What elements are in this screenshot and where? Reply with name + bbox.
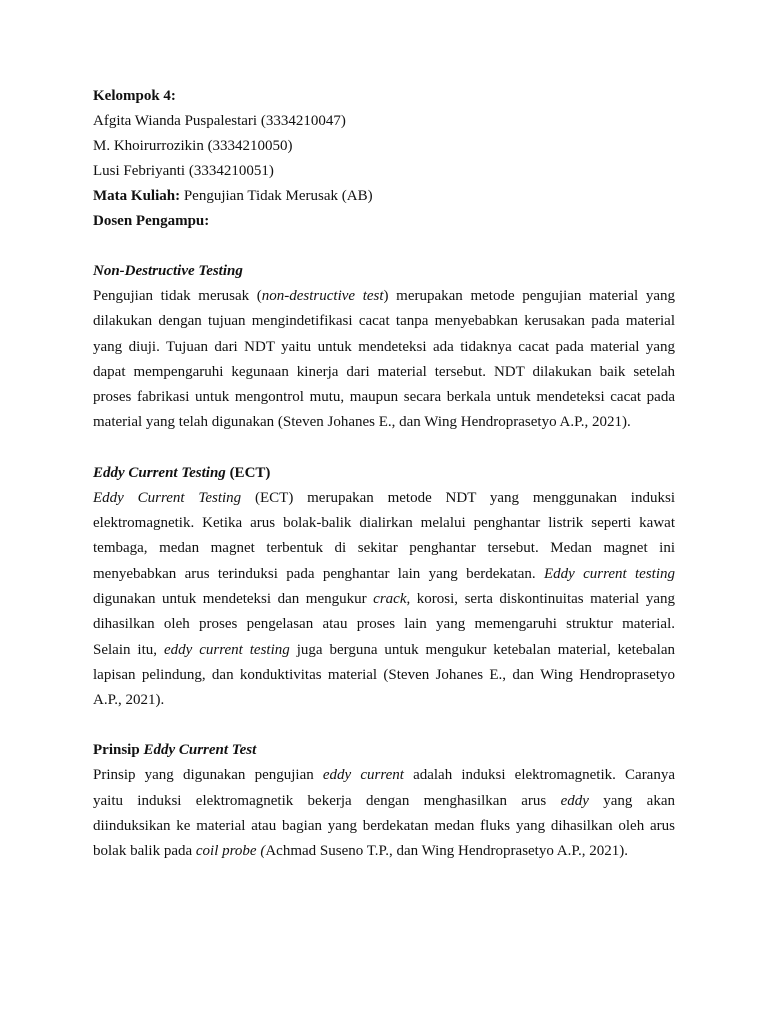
paragraph-line: material yang telah digunakan (Steven Johanes E., dan Wing Hendroprasetyo A.P., 2021).	[93, 414, 631, 431]
document-page	[93, 84, 675, 865]
member-2: M. Khoirurrozikin (3334210050)	[93, 138, 293, 154]
course-line	[93, 184, 675, 209]
paragraph-line: lapisan pelindung, dan konduktivitas material (Steven Johanes E., dan Wing Hendroprasetyo	[93, 666, 675, 683]
lecturer-line	[93, 209, 675, 234]
course-label: Mata Kuliah:	[93, 188, 181, 204]
paragraph-line: Prinsip yang digunakan pengujian eddy current adalah induksi elektromagnetik. Caranya	[93, 767, 675, 784]
ndt-heading: Non-Destructive Testing	[93, 263, 243, 279]
paragraph-line: diinduksikan ke material atau bagian yang berdekatan medan fluks yang dihasilkan oleh arus	[93, 818, 675, 835]
ect-paragraph	[93, 486, 675, 714]
paragraph-line: menyebabkan arus terinduksi pada penghantar lain yang berdekatan. Eddy current testing	[93, 565, 676, 582]
paragraph-line: bolak balik pada coil probe (Achmad Suseno T.P., dan Wing Hendroprasetyo A.P., 2021).	[93, 843, 629, 860]
paragraph-line: digunakan untuk mendeteksi dan mengukur crack, korosi, serta diskontinuitas material yang	[93, 590, 675, 607]
paragraph-line: yang diuji. Tujuan dari NDT yaitu untuk mendeteksi ada tidaknya cacat pada material yang	[93, 338, 675, 355]
lecturer-label: Dosen Pengampu:	[93, 213, 210, 229]
paragraph-line: elektromagnetik. Ketika arus bolak-balik dialirkan melalui penghantar listrik seperti kawat	[93, 515, 675, 532]
paragraph-line: Eddy Current Testing (ECT) merupakan metode NDT yang menggunakan induksi	[93, 489, 675, 506]
member-3: Lusi Febriyanti (3334210051)	[93, 163, 274, 179]
paragraph-line: dapat mempengaruhi kegunaan kinerja dari material tersebut. NDT dilakukan baik setelah	[93, 363, 675, 380]
paragraph-line: Selain itu, eddy current testing juga berguna untuk mengukur ketebalan material, ketebalan	[93, 641, 675, 658]
member-1: Afgita Wianda Puspalestari (3334210047)	[93, 113, 346, 129]
paragraph-line: proses fabrikasi untuk mengontrol mutu, maupun secara berkala untuk mendeteksi cacat pada	[93, 389, 675, 406]
principle-paragraph	[93, 763, 675, 864]
course-value: Pengujian Tidak Merusak (AB)	[180, 188, 373, 204]
principle-heading: Prinsip Eddy Current Test	[93, 742, 257, 759]
paragraph-line: Pengujian tidak merusak (non-destructive test) merupakan metode pengujian material yang	[93, 288, 675, 304]
paragraph-line: A.P., 2021).	[93, 692, 165, 709]
ndt-paragraph	[93, 284, 675, 436]
paragraph-line: dilakukan dengan tujuan mengindetifikasi cacat tanpa menyebabkan kerusakan pada material	[93, 313, 675, 330]
paragraph-line: dihasilkan oleh proses pengelasan atau proses lain yang memengaruhi struktur material.	[93, 616, 675, 633]
ect-heading: Eddy Current Testing (ECT)	[93, 464, 271, 481]
group-label: Kelompok 4:	[93, 88, 176, 104]
paragraph-line: yaitu induksi elektromagnetik bekerja dengan menghasilkan arus eddy yang akan	[93, 792, 675, 809]
paragraph-line: tembaga, medan magnet terbentuk di sekitar penghantar tersebut. Medan magnet ini	[93, 540, 675, 557]
